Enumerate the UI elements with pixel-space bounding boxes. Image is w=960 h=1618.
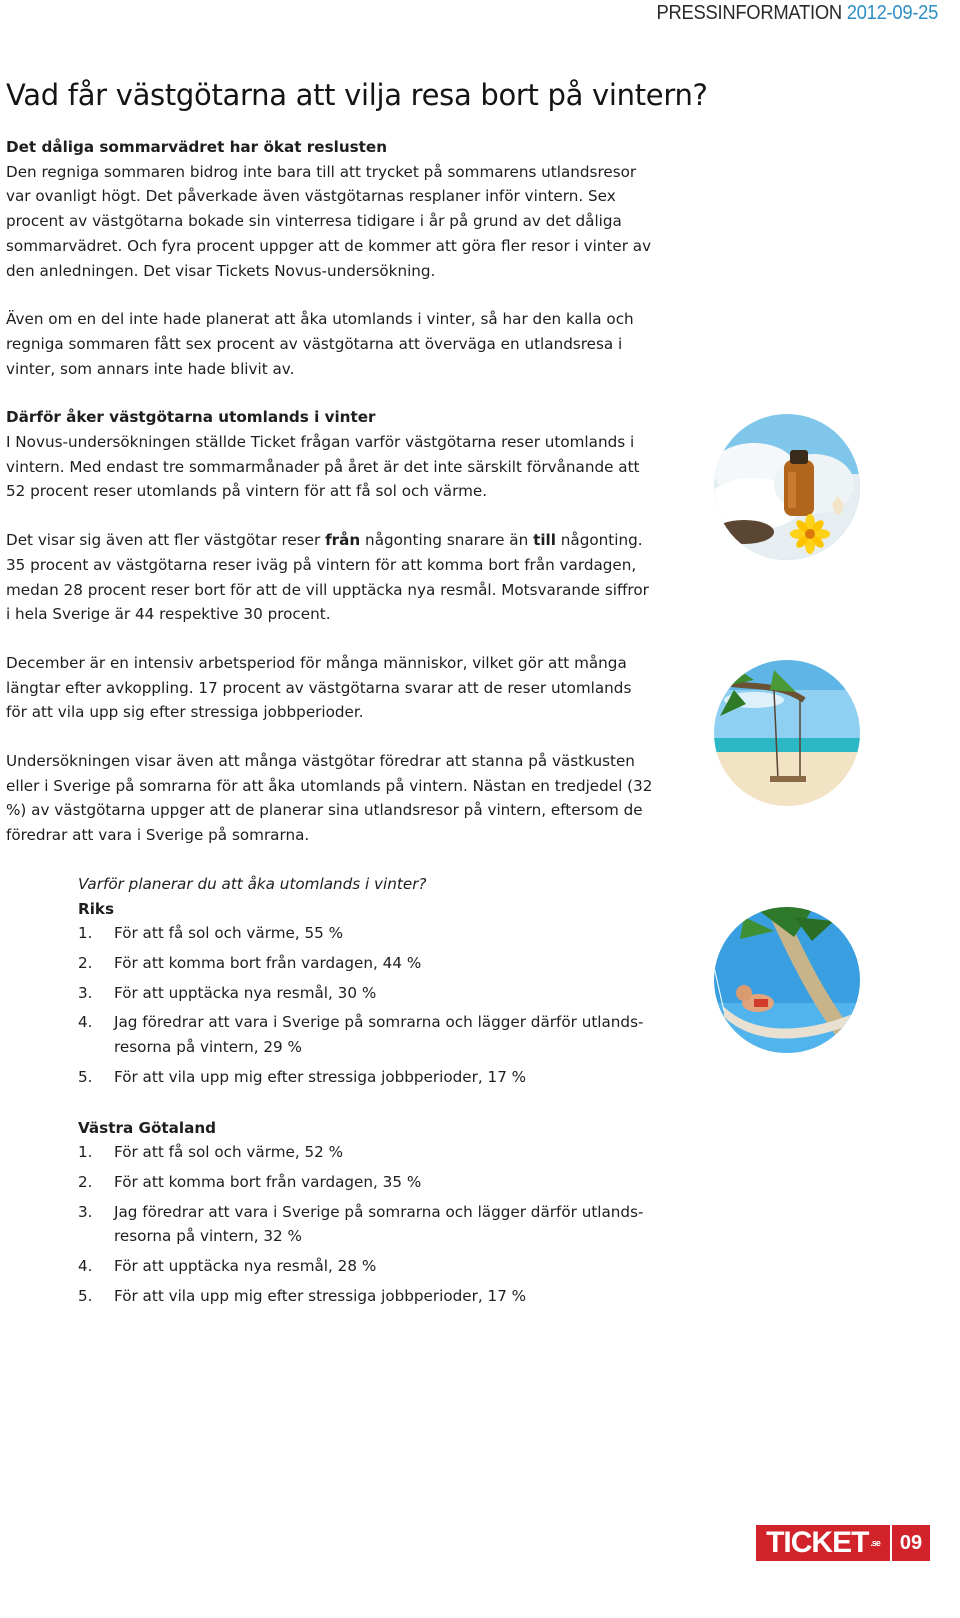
bold-word: till <box>533 531 556 550</box>
item-number: 2. <box>78 1172 93 1191</box>
item-number: 1. <box>78 924 93 943</box>
vg-list <box>78 1140 656 1308</box>
logo-suffix: .se <box>870 1538 880 1548</box>
survey-question: Varför planerar du att åka utomlands i vinter? <box>78 874 427 893</box>
item-text: För att upptäcka nya resmål, 30 % <box>114 983 377 1002</box>
item-text: För att upptäcka nya resmål, 28 % <box>114 1257 377 1276</box>
list-item <box>78 1284 656 1309</box>
text-run: någonting snarare än <box>360 531 534 550</box>
item-number: 2. <box>78 953 93 972</box>
logo-brand-text: TICKET <box>766 1526 869 1559</box>
text-run: någonting. 35 procent av västgötarna reser iväg på vintern för att komma bort från vardagen, medan 28 procent reser bort för att de vill upptäcka nya resmål. Motsvarande siffror i hela Sverige är 44 respektive 30 procent. <box>6 531 649 624</box>
item-number: 5. <box>78 1067 93 1086</box>
item-number: 4. <box>78 1257 93 1276</box>
item-text: För att komma bort från vardagen, 35 % <box>114 1172 422 1191</box>
item-text: För att få sol och värme, 52 % <box>114 1143 344 1162</box>
header-label: PRESSINFORMATION <box>656 2 842 24</box>
section-heading: Det dåliga sommarvädret har ökat reslusten <box>6 138 388 156</box>
item-text: För att vila upp mig efter stressiga jobbperioder, 17 % <box>114 1286 527 1305</box>
page-number-badge: 09 <box>892 1525 930 1561</box>
list-item <box>78 1010 656 1059</box>
list-item <box>78 1065 656 1090</box>
item-number: 3. <box>78 983 93 1002</box>
list-item <box>78 1254 656 1279</box>
item-text: Jag föredrar att vara i Sverige på somrarna och lägger därför utlands-resorna på vintern, 29 % <box>114 1013 644 1057</box>
text-run: Det visar sig även att fler västgötar reser <box>6 531 326 550</box>
item-number: 4. <box>78 1013 93 1032</box>
item-number: 5. <box>78 1286 93 1305</box>
article-body <box>6 135 656 1313</box>
list-item <box>78 1140 656 1165</box>
item-number: 1. <box>78 1143 93 1162</box>
vg-heading: Västra Götaland <box>78 1118 217 1137</box>
item-number: 3. <box>78 1202 93 1221</box>
section-reasons <box>6 405 656 504</box>
press-header <box>656 2 938 25</box>
item-text: Jag föredrar att vara i Sverige på somrarna och lägger därför utlands-resorna på vintern, 32 % <box>114 1202 644 1246</box>
towels-sunscreen-photo <box>714 414 860 560</box>
riks-list <box>78 921 656 1089</box>
paragraph: Även om en del inte hade planerat att åka utomlands i vinter, så har den kalla och regniga sommaren fått sex procent av västgötarna att överväga en utlandsresa i vinter, som annars inte hade blivit av. <box>6 310 634 378</box>
list-item <box>78 951 656 976</box>
header-date: 2012-09-25 <box>846 2 938 24</box>
section-heading: Därför åker västgötarna utomlands i vinter <box>6 408 376 427</box>
page-title: Vad får västgötarna att vilja resa bort på vintern? <box>6 78 708 112</box>
paragraph: I Novus-undersökningen ställde Ticket frågan varför västgötarna reser utomlands i vintern. Med endast tre sommarmånader på året är det inte särskilt förvånande att 52 procent reser utomlands på vintern för att få sol och värme. <box>6 433 640 501</box>
paragraph-from-to <box>6 528 656 627</box>
item-text: För att komma bort från vardagen, 44 % <box>114 953 422 972</box>
beach-swing-photo <box>714 660 860 806</box>
paragraph: Undersökningen visar även att många västgötar föredrar att stanna på västkusten eller i Sverige på somrarna för att åka utomlands på vintern. Nästan en tredjedel (32 %) av västgötarna uppger att de planerar sina utlandsresor på vintern, eftersom de föredrar att vara i Sverige på somrarna. <box>6 752 653 845</box>
item-text: För att få sol och värme, 55 % <box>114 924 344 943</box>
logo-brand <box>756 1525 890 1561</box>
list-item <box>78 921 656 946</box>
paragraph: December är en intensiv arbetsperiod för många människor, vilket gör att många längtar efter avkoppling. 17 procent av västgötarna svarar att de reser utomlands för att vila upp sig efter stressiga jobbperioder. <box>6 653 632 722</box>
section-weather <box>6 135 656 283</box>
item-text: För att vila upp mig efter stressiga jobbperioder, 17 % <box>114 1067 527 1086</box>
list-item <box>78 1170 656 1195</box>
riks-heading: Riks <box>78 899 115 918</box>
survey-block <box>78 872 656 1309</box>
list-item <box>78 1200 656 1249</box>
paragraph: Den regniga sommaren bidrog inte bara till att trycket på sommarens utlandsresor var ovanligt högt. Det påverkade även västgötarnas resplaner inför vintern. Sex procent av västgötarna bokade sin vinterresa tidigare i år på grund av det dåliga sommarvädret. Och fyra procent uppger att de kommer att göra fler resor i vinter av den anledningen. Det visar Tickets Novus-undersökning. <box>6 162 652 280</box>
bold-word: från <box>325 531 361 550</box>
ticket-logo <box>756 1525 930 1561</box>
palm-hammock-photo <box>714 907 860 1053</box>
list-item <box>78 981 656 1006</box>
